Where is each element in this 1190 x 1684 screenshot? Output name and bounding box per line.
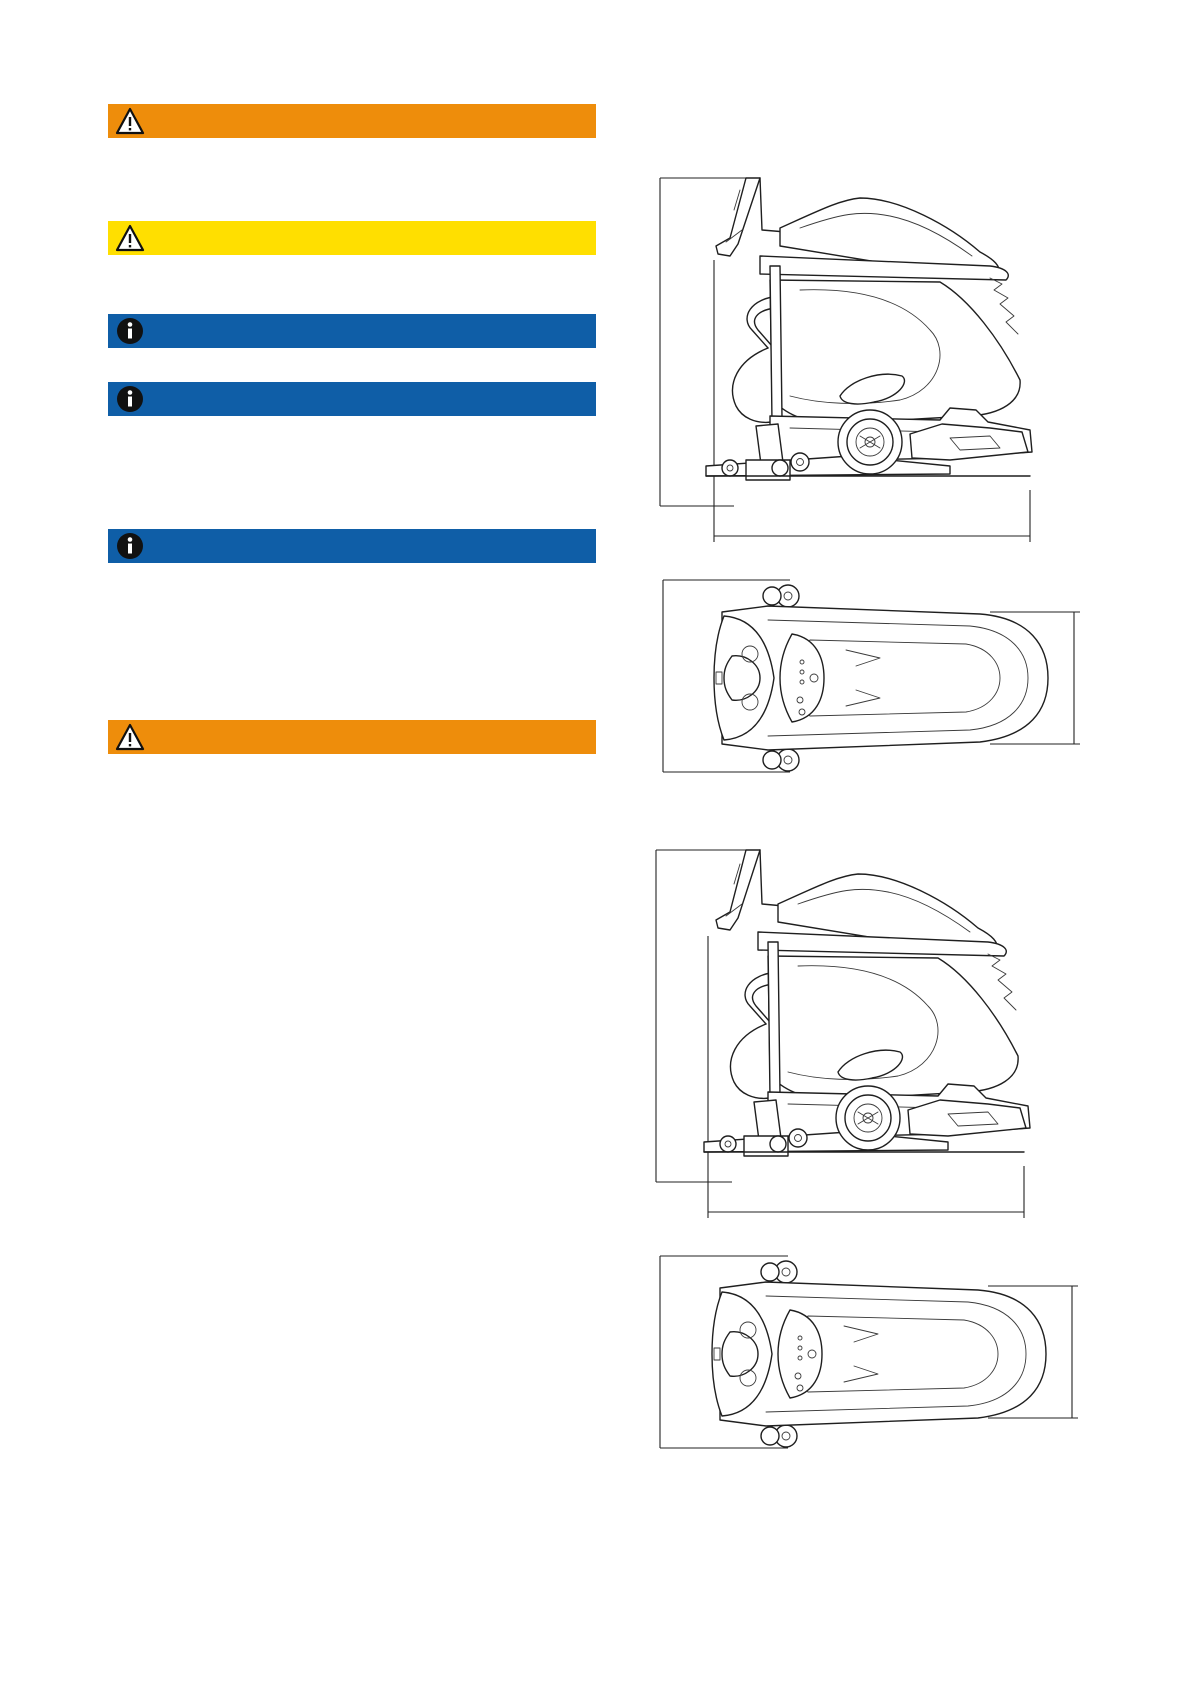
top-view-drawing-1: [650, 576, 1090, 776]
warning-triangle-icon: [115, 722, 145, 752]
side-view-drawing-1: [650, 170, 1050, 550]
machine-body: [758, 874, 1018, 1100]
warning-triangle-icon: [115, 223, 145, 253]
info-circle-icon: [115, 316, 145, 346]
info-bar: [108, 529, 596, 563]
caution-bar: [108, 221, 596, 255]
info-circle-icon: [115, 531, 145, 561]
main-wheel: [838, 410, 902, 474]
machine-body: [760, 198, 1020, 424]
main-wheel: [836, 1086, 900, 1150]
info-bar: [108, 314, 596, 348]
info-circle-icon: [115, 384, 145, 414]
handle-assembly: [716, 850, 784, 930]
warning-bar: [108, 104, 596, 138]
handle-assembly: [716, 178, 786, 256]
top-view-drawing-2: [648, 1252, 1088, 1452]
warning-triangle-icon: [115, 106, 145, 136]
side-view-drawing-2: [648, 846, 1048, 1226]
warning-bar: [108, 720, 596, 754]
info-bar: [108, 382, 596, 416]
